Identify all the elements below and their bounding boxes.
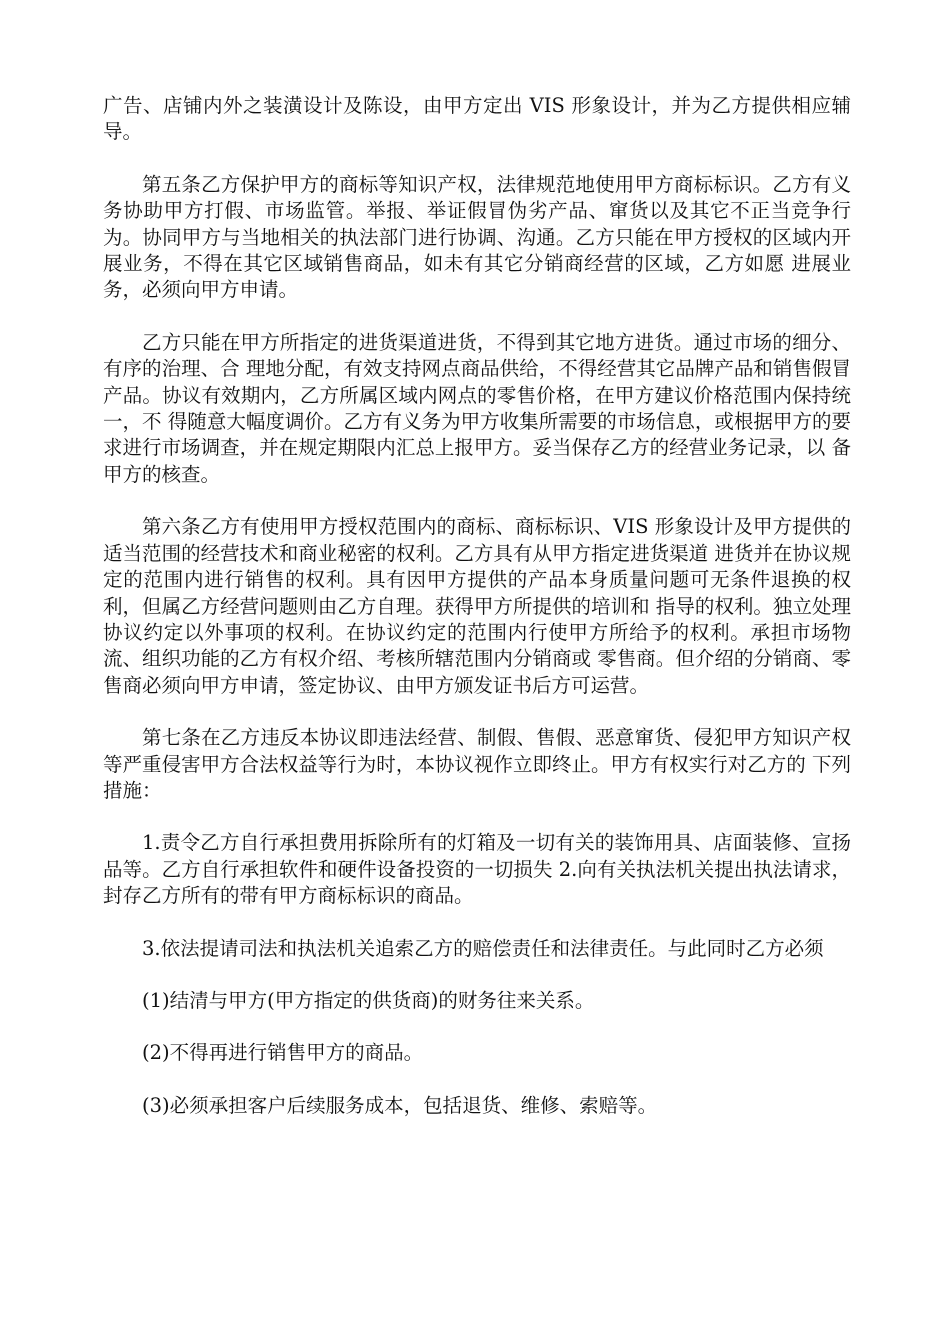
paragraph-article-5: 第五条乙方保护甲方的商标等知识产权，法律规范地使用甲方商标标识。乙方有义务协助甲方打假、市场监管。举报、举证假冒伪劣产品、窜货以及其它不正当竞争行 为。协同甲方与当地相关的执法部门进行协调、沟通。乙方只能在甲方授权的区域内开展业务，不得在其它区域销售商品，如未有其它分销商经营的区域，乙方如愿 进展业务，必须向甲方申请。 [103,172,851,302]
document-page [103,93,851,1145]
paragraph-continuation: 广告、店铺内外之装潢设计及陈设，由甲方定出 VIS 形象设计，并为乙方提供相应辅导。 [103,94,851,144]
paragraph-measure-3: 3.依法提请司法和执法机关追索乙方的赔偿责任和法律责任。与此同时乙方必须 [142,936,824,960]
paragraph-article-7: 第七条在乙方违反本协议即违法经营、制假、售假、恶意窜货、侵犯甲方知识产权等严重侵害甲方合法权益等行为时，本协议视作立即终止。甲方有权实行对乙方的 下列措施： [103,726,851,802]
paragraph-purchase-channels: 乙方只能在甲方所指定的进货渠道进货，不得到其它地方进货。通过市场的细分、有序的治理、合 理地分配，有效支持网点商品供给，不得经营其它品牌产品和销售假冒产品。协议有效期内，乙方所属区域内网点的零售价格，在甲方建议价格范围内保持统一，不 得随意大幅度调价。乙方有义务为甲方收集所需要的市场信息，或根据甲方的要求进行市场调查，并在规定期限内汇总上报甲方。妥当保存乙方的经营业务记录，以 备甲方的核查。 [103,330,851,486]
paragraph-measure-1-2: 1.责令乙方自行承担费用拆除所有的灯箱及一切有关的装饰用具、店面装修、宣扬品等。乙方自行承担软件和硬件设备投资的一切损失 2.向有关执法机关提出执法请求，封存乙方所有的带有甲方商标标识的商品。 [103,831,851,908]
list-item-1: (1)结清与甲方(甲方指定的供货商)的财务往来关系。 [142,988,595,1012]
paragraph-article-6: 第六条乙方有使用甲方授权范围内的商标、商标标识、VIS 形象设计及甲方提供的适当范围的经营技术和商业秘密的权利。乙方具有从甲方指定进货渠道 进货并在协议规定的范围内进行销售的权利。具有因甲方提供的产品本身质量问题可无条件退换的权利，但属乙方经营问题则由乙方自理。获得甲方所提供的培训和 指导的权利。独立处理协议约定以外事项的权利。在协议约定的范围内行使甲方所给予的权利。承担市场物流、组织功能的乙方有权介绍、考核所辖范围内分销商或 零售商。但介绍的分销商、零售商必须向甲方申请，签定协议、由甲方颁发证书后方可运营。 [103,515,851,697]
list-item-2: (2)不得再进行销售甲方的商品。 [142,1041,424,1065]
list-item-3: (3)必须承担客户后续服务成本，包括退货、维修、索赔等。 [142,1093,658,1117]
